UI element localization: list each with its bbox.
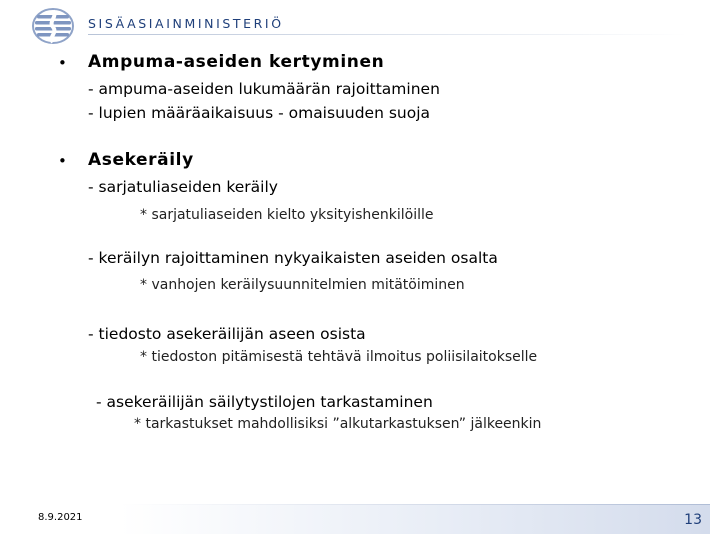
finnish-government-emblem-icon xyxy=(31,7,75,45)
ministry-name: SISÄASIAINMINISTERIÖ xyxy=(88,16,284,31)
footer-divider xyxy=(120,504,710,505)
list-item: - sarjatuliaseiden keräily xyxy=(88,178,278,196)
page-number: 13 xyxy=(684,512,702,528)
slide-date: 8.9.2021 xyxy=(38,512,83,523)
list-item: - tiedosto asekeräilijän aseen osista xyxy=(88,325,366,343)
section-heading: Asekeräily xyxy=(88,150,194,170)
list-item: - keräilyn rajoittaminen nykyaikaisten aseiden osalta xyxy=(88,249,498,267)
sub-list-item: * tarkastukset mahdollisiksi ”alkutarkastuksen” jälkeenkin xyxy=(134,416,542,432)
footer-bar xyxy=(120,504,710,534)
section-heading: Ampuma-aseiden kertyminen xyxy=(88,52,385,72)
sub-list-item: * tiedoston pitämisestä tehtävä ilmoitus poliisilaitokselle xyxy=(140,349,538,365)
list-item: - asekeräilijän säilytystilojen tarkastaminen xyxy=(96,393,433,411)
header-divider xyxy=(88,34,688,35)
sub-list-item: * sarjatuliaseiden kielto yksityishenkilöille xyxy=(140,207,434,223)
list-item: - ampuma-aseiden lukumäärän rajoittaminen xyxy=(88,80,440,98)
list-item: - lupien määräaikaisuus - omaisuuden suoja xyxy=(88,104,431,122)
bullet-point: • xyxy=(58,54,67,72)
bullet-point: • xyxy=(58,152,67,170)
sub-list-item: * vanhojen keräilysuunnitelmien mitätöiminen xyxy=(140,277,465,293)
